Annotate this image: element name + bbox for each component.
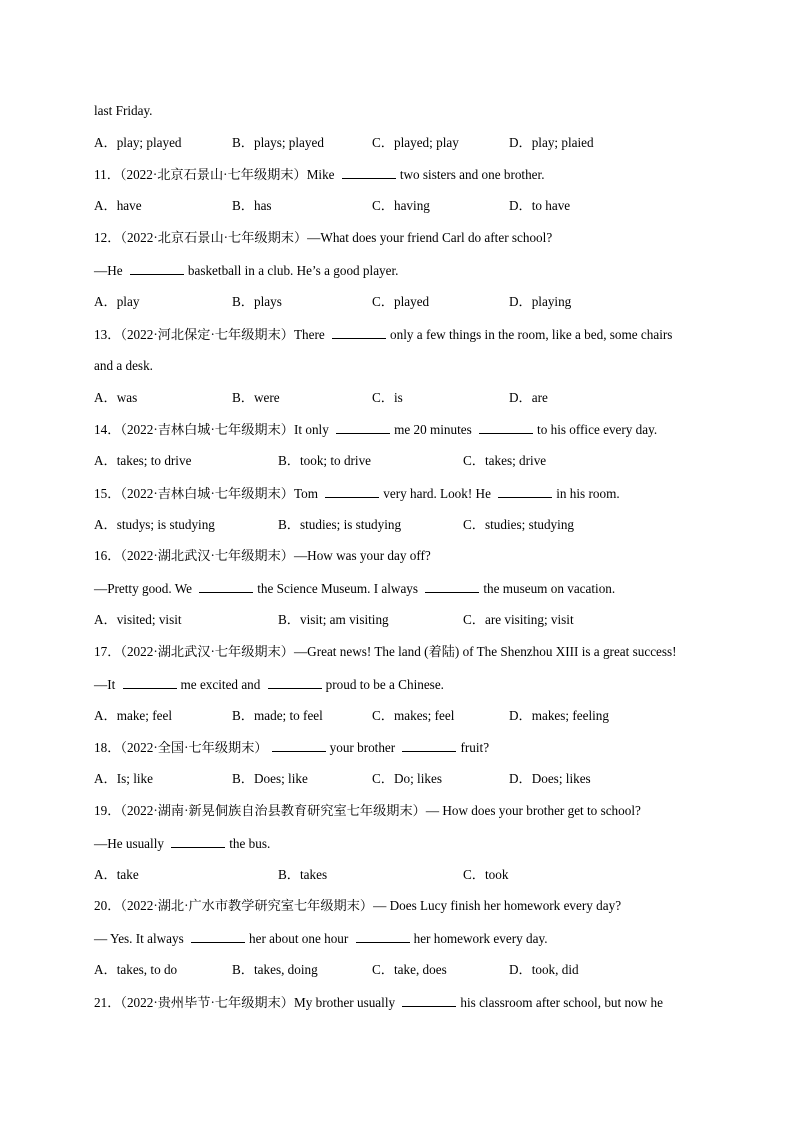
q16-line-1 <box>94 548 431 564</box>
question-text: 13．（2022·河北保定·七年级期末）There <box>94 327 329 342</box>
q17-option-b: B．made; to feel <box>232 708 323 723</box>
q18-line-1 <box>94 739 489 756</box>
question-text: 12．（2022·北京石景山·七年级期末）—What does your friend Carl do after school? <box>94 230 553 245</box>
question-text: 11．（2022·北京石景山·七年级期末）Mike <box>94 167 338 182</box>
answer-blank <box>479 421 533 434</box>
q14-option-c: C．takes; drive <box>463 453 547 468</box>
answer-blank <box>272 739 326 752</box>
q19-line-2 <box>94 835 270 852</box>
question-text: fruit? <box>460 740 490 755</box>
q16-option-c: C．are visiting; visit <box>463 612 574 627</box>
q11-line-1 <box>94 166 545 183</box>
question-text: the museum on vacation. <box>483 581 616 596</box>
question-text: basketball in a club. He’s a good player. <box>187 263 399 278</box>
q10-option-a: A．play; played <box>94 135 182 150</box>
q13-line-2 <box>94 358 153 374</box>
question-text: 17．（2022·湖北武汉·七年级期末）—Great news! The land (着陆) of The Shenzhou XIII is a great success! <box>94 644 677 659</box>
q18-option-a: A．Is; like <box>94 771 153 786</box>
question-text: her about one hour <box>249 931 352 946</box>
q12-line-1 <box>94 230 552 246</box>
question-text: —It <box>94 677 119 692</box>
question-text: only a few things in the room, like a bed, some chairs <box>390 327 673 342</box>
q18-option-c: C．Do; likes <box>372 771 442 786</box>
q13-option-c: C．is <box>372 390 403 405</box>
q16-option-b: B．visit; am visiting <box>278 612 389 627</box>
question-text: 19．（2022·湖南·新晃侗族自治县教育研究室七年级期末）— How does your brother get to school? <box>94 803 641 818</box>
question-text: her homework every day. <box>413 931 548 946</box>
q19-line-1 <box>94 803 641 819</box>
q20-option-d: D．took, did <box>509 962 579 977</box>
answer-blank <box>130 262 184 275</box>
q19-option-a: A．take <box>94 867 139 882</box>
q11-option-d: D．to have <box>509 198 571 213</box>
question-text: two sisters and one brother. <box>399 167 545 182</box>
q21-line-1 <box>94 994 663 1011</box>
q14-option-a: A．takes; to drive <box>94 453 192 468</box>
q17-line-1 <box>94 644 677 660</box>
question-text: the Science Museum. I always <box>257 581 422 596</box>
question-text: 15．（2022·吉林白城·七年级期末）Tom <box>94 486 322 501</box>
answer-blank <box>268 676 322 689</box>
question-text: in his room. <box>556 486 620 501</box>
q20-option-a: A．takes, to do <box>94 962 178 977</box>
answer-blank <box>332 326 386 339</box>
q17-option-a: A．make; feel <box>94 708 172 723</box>
q10-option-c: C．played; play <box>372 135 459 150</box>
question-text: 21．（2022·贵州毕节·七年级期末）My brother usually <box>94 995 399 1010</box>
q19-option-c: C．took <box>463 867 509 882</box>
q14-line-1 <box>94 421 657 438</box>
question-text: to his office every day. <box>537 422 658 437</box>
question-text: — Yes. It always <box>94 931 188 946</box>
q11-option-a: A．have <box>94 198 142 213</box>
question-text: —He usually <box>94 836 168 851</box>
q16-option-a: A．visited; visit <box>94 612 182 627</box>
question-text: me excited and <box>180 677 264 692</box>
q20-line-2 <box>94 930 548 947</box>
q11-option-c: C．having <box>372 198 430 213</box>
answer-blank <box>325 485 379 498</box>
q15-option-c: C．studies; studying <box>463 517 575 532</box>
question-text: very hard. Look! He <box>383 486 495 501</box>
question-text: his classroom after school, but now he <box>460 995 663 1010</box>
question-text: the bus. <box>229 836 271 851</box>
answer-blank <box>402 994 456 1007</box>
q13-option-a: A．was <box>94 390 138 405</box>
q18-option-d: D．Does; likes <box>509 771 591 786</box>
answer-blank <box>171 835 225 848</box>
q12-option-c: C．played <box>372 294 430 309</box>
q10-line-1 <box>94 103 152 119</box>
question-text: 14．（2022·吉林白城·七年级期末）It only <box>94 422 333 437</box>
answer-blank <box>199 580 253 593</box>
answer-blank <box>191 930 245 943</box>
answer-blank <box>402 739 456 752</box>
q12-option-b: B．plays <box>232 294 282 309</box>
q13-option-b: B．were <box>232 390 280 405</box>
q15-option-a: A．studys; is studying <box>94 517 215 532</box>
question-text: last Friday. <box>94 103 153 118</box>
q19-option-b: B．takes <box>278 867 328 882</box>
q12-line-2 <box>94 262 398 279</box>
q20-option-b: B．takes, doing <box>232 962 318 977</box>
q13-option-d: D．are <box>509 390 548 405</box>
question-text: —Pretty good. We <box>94 581 196 596</box>
question-text: 20．（2022·湖北·广水市教学研究室七年级期末）— Does Lucy finish her homework every day? <box>94 898 622 913</box>
q14-option-b: B．took; to drive <box>278 453 372 468</box>
answer-blank <box>123 676 177 689</box>
q17-line-2 <box>94 676 444 693</box>
q16-line-2 <box>94 580 615 597</box>
q17-option-c: C．makes; feel <box>372 708 455 723</box>
question-text: me 20 minutes <box>394 422 476 437</box>
question-text: your brother <box>329 740 399 755</box>
answer-blank <box>425 580 479 593</box>
question-text: 18．（2022·全国·七年级期末） <box>94 740 268 755</box>
q11-option-b: B．has <box>232 198 272 213</box>
answer-blank <box>356 930 410 943</box>
q10-option-d: D．play; plaied <box>509 135 594 150</box>
answer-blank <box>498 485 552 498</box>
question-text: 16．（2022·湖北武汉·七年级期末）—How was your day off? <box>94 548 431 563</box>
answer-blank <box>336 421 390 434</box>
question-text: and a desk. <box>94 358 153 373</box>
q12-option-d: D．playing <box>509 294 572 309</box>
q18-option-b: B．Does; like <box>232 771 308 786</box>
q12-option-a: A．play <box>94 294 140 309</box>
answer-blank <box>342 166 396 179</box>
q15-option-b: B．studies; is studying <box>278 517 402 532</box>
q20-line-1 <box>94 898 621 914</box>
question-text: proud to be a Chinese. <box>325 677 444 692</box>
q13-line-1 <box>94 326 672 343</box>
q10-option-b: B．plays; played <box>232 135 324 150</box>
q20-option-c: C．take, does <box>372 962 447 977</box>
q17-option-d: D．makes; feeling <box>509 708 609 723</box>
q15-line-1 <box>94 485 620 502</box>
question-text: —He <box>94 263 126 278</box>
